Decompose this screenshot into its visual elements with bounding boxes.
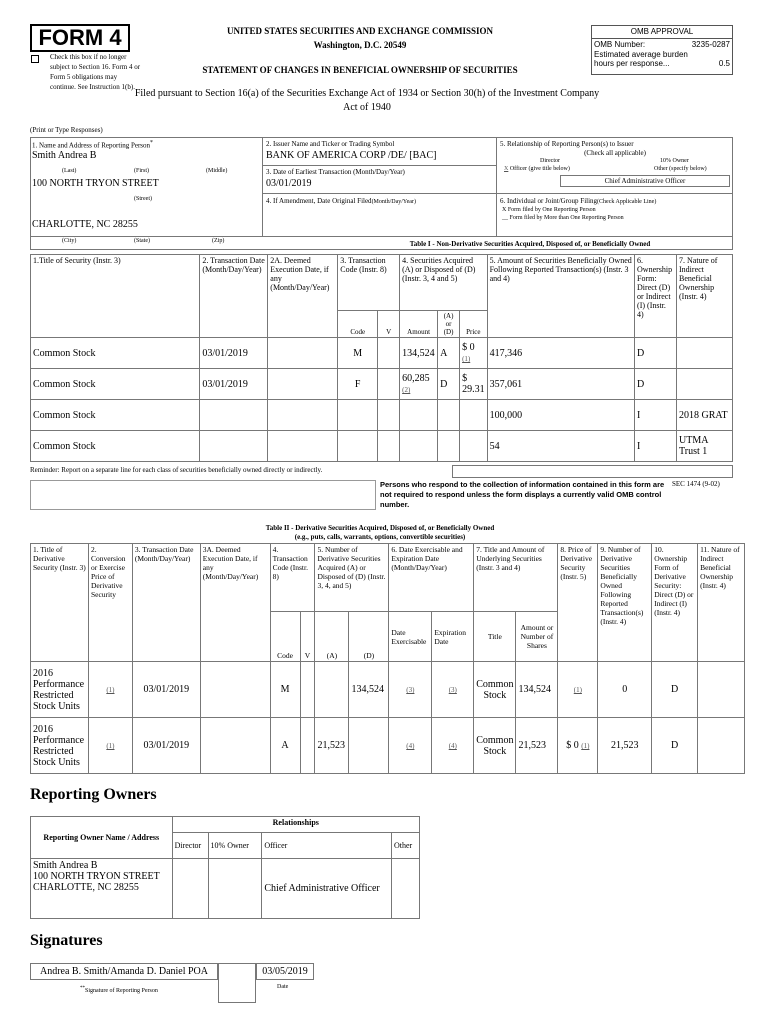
t1-cell-form: D bbox=[635, 338, 677, 369]
t2-cell-a bbox=[315, 662, 349, 718]
officer-title: Chief Administrative Officer bbox=[560, 175, 730, 187]
t2-cell-title: 2016 Performance Restricted Stock Units bbox=[31, 662, 89, 718]
t2-d-header: (D) bbox=[349, 612, 389, 662]
owner-address: Smith Andrea B 100 NORTH TRYON STREET CHARLOTTE, NC 28255 bbox=[31, 859, 173, 919]
sec-number: SEC 1474 (9-02) bbox=[672, 480, 720, 488]
t1-v-header: V bbox=[378, 311, 400, 338]
t2-h10: 10. Ownership Form of Derivative Security: Direct (D) or Indirect (I) (Instr. 4) bbox=[652, 544, 698, 662]
first-label: (First) bbox=[134, 168, 149, 174]
t2-code-header: Code bbox=[270, 612, 300, 662]
t1-cell-nature: 2018 GRAT bbox=[677, 400, 733, 431]
t2-h3: 3. Transaction Date (Month/Day/Year) bbox=[132, 544, 200, 662]
reminder: Reminder: Report on a separate line for each class of securities beneficially owned directly or indirectly. bbox=[30, 466, 323, 474]
t2-cell-exer: (4) bbox=[389, 718, 432, 774]
t1-cell-owned: 54 bbox=[487, 431, 634, 462]
relationships-header: Relationships bbox=[172, 817, 419, 833]
t1-cell-form: I bbox=[635, 400, 677, 431]
zip-label: (Zip) bbox=[212, 238, 225, 244]
statement-title: STATEMENT OF CHANGES IN BENEFICIAL OWNERSHIP OF SECURITIES bbox=[202, 65, 518, 75]
omb-number: 3235-0287 bbox=[691, 40, 730, 49]
t1-cell-amount bbox=[400, 400, 438, 431]
one-person-option: X Form filed by One Reporting Person bbox=[502, 207, 596, 213]
table1-title: Table I - Non-Derivative Securities Acquired, Disposed of, or Beneficially Owned bbox=[409, 240, 651, 248]
t2-cell-utitle: Common Stock bbox=[474, 662, 516, 718]
persons-notice: Persons who respond to the collection of information contained in this form are not required to respond unless the form displays a currently valid OMB control number. bbox=[380, 480, 665, 509]
signatures-heading: Signatures bbox=[30, 932, 103, 949]
t2-cell-blank bbox=[300, 718, 315, 774]
street-label: (Street) bbox=[134, 196, 152, 202]
t1-h3: 3. Transaction Code (Instr. 8) bbox=[338, 255, 400, 311]
owner-other-header: Other bbox=[392, 833, 420, 859]
agency-location: Washington, D.C. 20549 bbox=[313, 40, 407, 50]
owner-officer-value: Chief Administrative Officer bbox=[262, 859, 392, 919]
table2-title: Table II - Derivative Securities Acquired, Disposed of, or Beneficially Owned bbox=[265, 524, 495, 532]
t1-amount-header: Amount bbox=[400, 311, 438, 338]
t2-cell-blank bbox=[300, 662, 315, 718]
reporting-owners-heading: Reporting Owners bbox=[30, 786, 157, 803]
t1-price-header: Price bbox=[460, 311, 488, 338]
box3-label: 3. Date of Earliest Transaction (Month/Day/Year) bbox=[266, 168, 405, 176]
t1-cell-nature: UTMA Trust 1 bbox=[677, 431, 733, 462]
t2-h1: 1. Title of Derivative Security (Instr. 3) bbox=[31, 544, 89, 662]
t1-cell-date: 03/01/2019 bbox=[200, 338, 268, 369]
t2-h9: 9. Number of Derivative Securities Beneficially Owned Following Reported Transaction(s) (Instr. 4) bbox=[598, 544, 652, 662]
table-row bbox=[31, 400, 733, 431]
t1-cell-aord: A bbox=[438, 338, 460, 369]
table2-subtitle: (e.g., puts, calls, warrants, options, convertible securities) bbox=[294, 533, 466, 541]
t1-cell-blank bbox=[268, 369, 338, 400]
t1-cell-price bbox=[460, 431, 488, 462]
t2-v-header: V bbox=[300, 612, 315, 662]
t2-cell-blank bbox=[698, 718, 745, 774]
t2-h11: 11. Nature of Indirect Beneficial Ownership (Instr. 4) bbox=[698, 544, 745, 662]
box1-label: 1. Name and Address of Reporting Person* bbox=[32, 140, 153, 150]
table-row bbox=[31, 369, 733, 400]
t2-h5: 5. Number of Derivative Securities Acquired (A) or Disposed of (D) (Instr. 3, 4, and 5) bbox=[315, 544, 389, 612]
omb-hours: 0.5 bbox=[718, 59, 730, 68]
date-label: Date bbox=[277, 984, 289, 990]
t2-cell-blank bbox=[200, 662, 270, 718]
issuer-name: BANK OF AMERICA CORP /DE/ [BAC] bbox=[266, 150, 437, 161]
t1-cell-price: $ 0 (1) bbox=[460, 338, 488, 369]
t2-a-header: (A) bbox=[315, 612, 349, 662]
box6-label: 6. Individual or Joint/Group Filing(Check Applicable Line) bbox=[500, 197, 657, 205]
t1-cell-title: Common Stock bbox=[31, 400, 200, 431]
owner10-option: 10% Owner bbox=[660, 158, 689, 164]
table-row bbox=[31, 431, 733, 462]
t1-cell-code bbox=[338, 431, 378, 462]
t2-cell-exer: (3) bbox=[389, 662, 432, 718]
t2-h4: 4. Transaction Code (Instr. 8) bbox=[270, 544, 315, 612]
t1-cell-amount bbox=[400, 431, 438, 462]
t2-cell-uamt: 134,524 bbox=[516, 662, 558, 718]
omb-title: OMB APPROVAL bbox=[592, 26, 732, 39]
blank-box bbox=[30, 480, 376, 510]
more-persons-option: __ Form filed by More than One Reporting Person bbox=[502, 215, 624, 221]
t1-cell-nature bbox=[677, 369, 733, 400]
table-row bbox=[31, 718, 745, 774]
t1-cell-aord bbox=[438, 400, 460, 431]
t2-cell-code: A bbox=[270, 718, 300, 774]
t1-cell-amount: 134,524 bbox=[400, 338, 438, 369]
t1-cell-form: I bbox=[635, 431, 677, 462]
street-value: 100 NORTH TRYON STREET bbox=[32, 178, 159, 189]
t2-cell-owned: 21,523 bbox=[598, 718, 652, 774]
print-type: (Print or Type Responses) bbox=[30, 126, 103, 134]
t2-h6: 6. Date Exercisable and Expiration Date (Month/Day/Year) bbox=[389, 544, 474, 612]
officer-option: X Officer (give title below) bbox=[504, 166, 570, 172]
t2-exp-header: Expiration Date bbox=[432, 612, 474, 662]
t1-h6: 6. Ownership Form: Direct (D) or Indirect (I) (Instr. 4) bbox=[635, 255, 677, 338]
t1-cell-nature bbox=[677, 338, 733, 369]
t2-exer-header: Date Exercisable bbox=[389, 612, 432, 662]
omb-burden: Estimated average burden bbox=[594, 50, 688, 59]
t1-cell-date: 03/01/2019 bbox=[200, 369, 268, 400]
t2-cell-exp: (3) bbox=[432, 662, 474, 718]
signature-gap bbox=[218, 963, 256, 1003]
earliest-transaction-date: 03/01/2019 bbox=[266, 178, 312, 189]
t2-cell-date: 03/01/2019 bbox=[132, 662, 200, 718]
owner-name-header: Reporting Owner Name / Address bbox=[31, 817, 173, 859]
t2-cell-d: 134,524 bbox=[349, 662, 389, 718]
owner-10pct-header: 10% Owner bbox=[208, 833, 262, 859]
t1-cell-blank bbox=[268, 400, 338, 431]
t1-h7: 7. Nature of Indirect Beneficial Ownership (Instr. 4) bbox=[677, 255, 733, 338]
t1-h1: 1.Title of Security (Instr. 3) bbox=[31, 255, 200, 338]
t2-cell-form: D bbox=[652, 662, 698, 718]
t1-cell-date bbox=[200, 400, 268, 431]
table-row bbox=[31, 662, 745, 718]
table-row bbox=[31, 338, 733, 369]
t2-cell-blank bbox=[200, 718, 270, 774]
omb-number-label: OMB Number: bbox=[594, 40, 646, 49]
t1-cell-title: Common Stock bbox=[31, 431, 200, 462]
omb-hours-label: hours per response... bbox=[594, 59, 670, 68]
t1-cell-owned: 417,346 bbox=[487, 338, 634, 369]
t1-code-header: Code bbox=[338, 311, 378, 338]
t1-cell-code bbox=[338, 400, 378, 431]
t1-h4: 4. Securities Acquired (A) or Disposed of (D) (Instr. 3, 4 and 5) bbox=[400, 255, 487, 311]
t1-cell-blank bbox=[268, 338, 338, 369]
owner-officer-header: Officer bbox=[262, 833, 392, 859]
t2-h2: 2. Conversion or Exercise Price of Derivative Security bbox=[88, 544, 132, 662]
form-title: FORM 4 bbox=[30, 24, 130, 52]
t2-cell-exp: (4) bbox=[432, 718, 474, 774]
t1-h5: 5. Amount of Securities Beneficially Owned Following Reported Transaction(s) (Instr. 3 and 4) bbox=[487, 255, 634, 338]
middle-label: (Middle) bbox=[206, 168, 228, 174]
t1-h2: 2. Transaction Date (Month/Day/Year) bbox=[200, 255, 268, 338]
t1-cell-title: Common Stock bbox=[31, 338, 200, 369]
t1-aord-header: (A) or (D) bbox=[438, 311, 460, 338]
state-label: (State) bbox=[134, 238, 150, 244]
omb-box bbox=[591, 25, 733, 75]
t2-h7: 7. Title and Amount of Underlying Securities (Instr. 3 and 4) bbox=[474, 544, 558, 612]
t2-cell-d bbox=[349, 718, 389, 774]
t1-cell-title: Common Stock bbox=[31, 369, 200, 400]
reminder-box bbox=[452, 465, 733, 478]
t1-cell-blank bbox=[378, 338, 400, 369]
t2-cell-price: (1) bbox=[558, 662, 598, 718]
table1 bbox=[30, 254, 733, 462]
t1-cell-code: F bbox=[338, 369, 378, 400]
t2-cell-conv: (1) bbox=[88, 718, 132, 774]
t1-cell-aord: D bbox=[438, 369, 460, 400]
t1-cell-blank bbox=[378, 369, 400, 400]
box5-label: 5. Relationship of Reporting Person(s) to Issuer bbox=[500, 140, 634, 148]
owner-director-header: Director bbox=[172, 833, 208, 859]
t1-cell-blank bbox=[268, 431, 338, 462]
reporting-person-name: Smith Andrea B bbox=[32, 150, 97, 161]
box2-label: 2. Issuer Name and Ticker or Trading Symbol bbox=[266, 140, 395, 148]
t2-h8: 8. Price of Derivative Security (Instr. 5) bbox=[558, 544, 598, 662]
t2-cell-a: 21,523 bbox=[315, 718, 349, 774]
t2-title-header: Title bbox=[474, 612, 516, 662]
t1-cell-blank bbox=[378, 431, 400, 462]
t1-cell-code: M bbox=[338, 338, 378, 369]
t1-h2a: 2A. Deemed Execution Date, if any (Month/Day/Year) bbox=[268, 255, 338, 338]
t2-amount-header: Amount or Number of Shares bbox=[516, 612, 558, 662]
signature: Andrea B. Smith/Amanda D. Daniel POA bbox=[30, 963, 218, 980]
no-longer-subject-checkbox[interactable] bbox=[31, 55, 39, 63]
last-label: (Last) bbox=[62, 168, 77, 174]
t2-cell-utitle: Common Stock bbox=[474, 718, 516, 774]
t1-cell-owned: 357,061 bbox=[487, 369, 634, 400]
filed-pursuant: Filed pursuant to Section 16(a) of the Securities Exchange Act of 1934 or Section 30(h) of the Investment Company Act of 1940 bbox=[134, 88, 600, 113]
t1-cell-aord bbox=[438, 431, 460, 462]
t1-cell-owned: 100,000 bbox=[487, 400, 634, 431]
owners-table bbox=[30, 816, 420, 919]
t2-cell-date: 03/01/2019 bbox=[132, 718, 200, 774]
signature-label: **Signature of Reporting Person bbox=[80, 986, 158, 994]
t2-cell-blank bbox=[698, 662, 745, 718]
t2-cell-form: D bbox=[652, 718, 698, 774]
t2-cell-owned: 0 bbox=[598, 662, 652, 718]
t2-cell-title: 2016 Performance Restricted Stock Units bbox=[31, 718, 89, 774]
t2-cell-code: M bbox=[270, 662, 300, 718]
box4-label: 4. If Amendment, Date Original Filed(Month/Day/Year) bbox=[266, 197, 416, 205]
signature-date: 03/05/2019 bbox=[256, 963, 314, 980]
t2-cell-uamt: 21,523 bbox=[516, 718, 558, 774]
t1-cell-amount: 60,285 (2) bbox=[400, 369, 438, 400]
t2-cell-conv: (1) bbox=[88, 662, 132, 718]
agency-name: UNITED STATES SECURITIES AND EXCHANGE COMMISSION bbox=[227, 26, 493, 36]
city-value: CHARLOTTE, NC 28255 bbox=[32, 219, 138, 230]
director-option: Director bbox=[540, 158, 560, 164]
t2-h3a: 3A. Deemed Execution Date, if any (Month/Day/Year) bbox=[200, 544, 270, 662]
other-option: Other (specify below) bbox=[654, 166, 707, 172]
box5-check: (Check all applicable) bbox=[584, 149, 646, 157]
table2 bbox=[30, 543, 745, 774]
t1-cell-blank bbox=[378, 400, 400, 431]
t1-cell-price bbox=[460, 400, 488, 431]
checkbox-label: Check this box if no longer subject to Section 16. Form 4 or Form 5 obligations may continue. See Instruction 1(b). bbox=[50, 53, 141, 91]
t1-cell-date bbox=[200, 431, 268, 462]
t1-cell-form: D bbox=[635, 369, 677, 400]
t1-cell-price: $ 29.31 bbox=[460, 369, 488, 400]
city-label: (City) bbox=[62, 238, 77, 244]
t2-cell-price: $ 0 (1) bbox=[558, 718, 598, 774]
